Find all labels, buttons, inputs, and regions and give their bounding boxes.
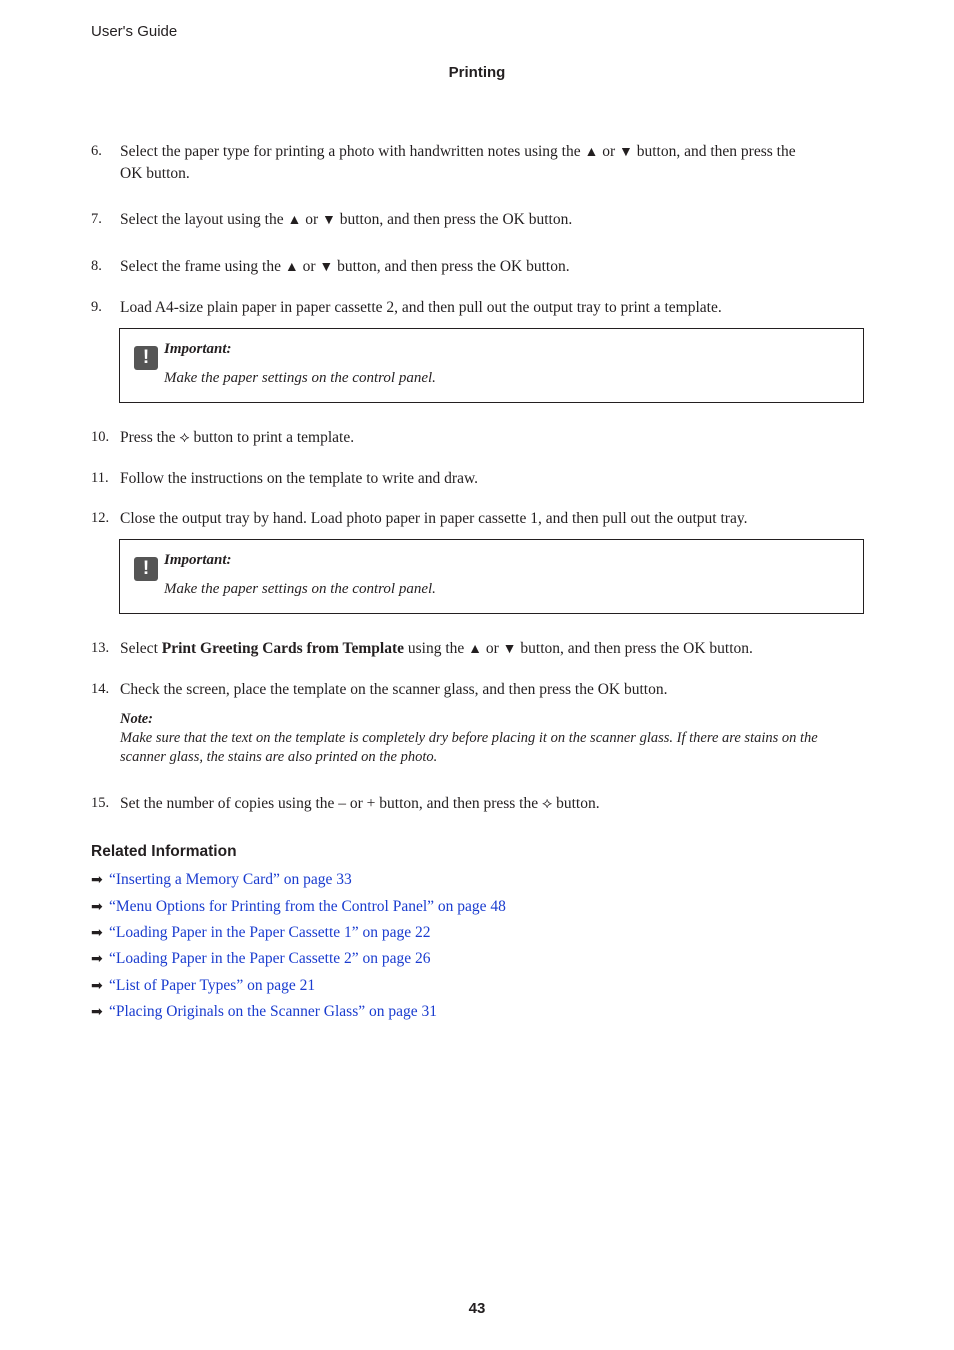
- step-number: 15.: [91, 795, 110, 811]
- up-arrow-icon: ▲: [284, 260, 299, 275]
- important-box: [119, 539, 864, 614]
- running-header-guide: User's Guide: [91, 23, 178, 40]
- down-arrow-icon: ▼: [319, 260, 334, 275]
- important-text: Make the paper settings on the control panel.: [164, 370, 436, 386]
- step-text: Follow the instructions on the template to write and draw.: [120, 470, 479, 487]
- running-header-section: Printing: [448, 64, 506, 81]
- step-number: 6.: [91, 143, 102, 159]
- related-link-text[interactable]: “Inserting a Memory Card” on page 33: [109, 871, 352, 888]
- step-13: [91, 638, 863, 660]
- step-text: Select the frame using the: [120, 258, 281, 275]
- step-text: Select the layout using the: [120, 211, 284, 228]
- related-link-text[interactable]: “Loading Paper in the Paper Cassette 1” on page 22: [109, 924, 431, 941]
- related-link-text[interactable]: “Loading Paper in the Paper Cassette 2” on page 26: [109, 950, 431, 967]
- step-text: button, and then press the: [636, 143, 796, 160]
- step-number: 13.: [91, 640, 110, 656]
- step-14: [91, 679, 863, 700]
- step-text: or: [485, 640, 499, 657]
- step-text: button, and then press the OK button.: [337, 258, 570, 275]
- step-6: [91, 141, 863, 184]
- arrow-right-icon: ➡: [91, 1004, 103, 1020]
- down-arrow-icon: ▼: [321, 213, 336, 228]
- down-arrow-icon: ▼: [619, 145, 633, 160]
- menu-item-name: Print Greeting Cards from Template: [161, 640, 404, 657]
- step-text: Load A4-size plain paper in paper cassette 2, and then pull out the output tray to print a template.: [120, 299, 722, 316]
- step-number: 14.: [91, 681, 110, 697]
- arrow-right-icon: ➡: [91, 951, 103, 967]
- step-text: Set the number of copies using the – or + button, and then press the: [120, 795, 539, 812]
- step-text: button.: [556, 795, 600, 812]
- step-text: or: [602, 143, 616, 160]
- step-text: Close the output tray by hand. Load photo paper in paper cassette 1, and then pull out the output tray.: [120, 510, 748, 527]
- related-link[interactable]: [91, 976, 315, 996]
- note-text: Make sure that the text on the template is completely dry before placing it on the scanner glass. If there are stains on the scanner glass, the stains are also printed on the photo.: [120, 730, 818, 765]
- step-12: [91, 508, 863, 529]
- start-button-icon: ⟡: [179, 428, 190, 446]
- arrow-right-icon: ➡: [91, 978, 103, 994]
- step-text: button to print a template.: [193, 429, 355, 446]
- important-icon: !: [134, 346, 158, 370]
- related-link[interactable]: [91, 1002, 437, 1022]
- arrow-right-icon: ➡: [91, 925, 103, 941]
- step-text: Check the screen, place the template on the scanner glass, and then press the OK button.: [120, 681, 668, 698]
- down-arrow-icon: ▼: [502, 642, 517, 657]
- page-number: 43: [468, 1300, 486, 1317]
- step-number: 11.: [91, 470, 109, 486]
- note-title: Note:: [120, 711, 154, 727]
- related-link[interactable]: [91, 949, 431, 969]
- step-number: 9.: [91, 299, 102, 315]
- important-box: [119, 328, 864, 403]
- related-link-text[interactable]: “Placing Originals on the Scanner Glass” on page 31: [109, 1003, 437, 1020]
- related-link[interactable]: [91, 897, 506, 917]
- arrow-right-icon: ➡: [91, 872, 103, 888]
- step-text: Select the paper type for printing a photo with handwritten notes using the: [120, 143, 581, 160]
- step-8: [91, 256, 863, 278]
- step-7: [91, 209, 863, 231]
- related-link[interactable]: [91, 870, 352, 890]
- important-title: Important:: [164, 341, 232, 357]
- step-15: [91, 793, 863, 814]
- important-text: Make the paper settings on the control panel.: [164, 581, 436, 597]
- arrow-right-icon: ➡: [91, 899, 103, 915]
- step-text: Press the: [120, 429, 176, 446]
- step-11: [91, 468, 863, 489]
- up-arrow-icon: ▲: [287, 213, 302, 228]
- step-number: 12.: [91, 510, 110, 526]
- step-number: 10.: [91, 429, 110, 445]
- important-icon: !: [134, 557, 158, 581]
- up-arrow-icon: ▲: [468, 642, 482, 657]
- note-block: [120, 710, 864, 767]
- step-text: or: [302, 258, 316, 275]
- important-title: Important:: [164, 552, 232, 568]
- step-text: or: [305, 211, 319, 228]
- step-text: button, and then press the OK button.: [520, 640, 753, 657]
- step-9: [91, 297, 863, 318]
- related-link[interactable]: [91, 923, 431, 943]
- step-number: 8.: [91, 258, 102, 274]
- step-text: button, and then press the OK button.: [339, 211, 573, 228]
- related-information-heading: Related Information: [91, 843, 237, 860]
- related-link-text[interactable]: “Menu Options for Printing from the Control Panel” on page 48: [109, 898, 506, 915]
- step-number: 7.: [91, 211, 102, 227]
- step-10: [91, 427, 863, 448]
- up-arrow-icon: ▲: [584, 145, 599, 160]
- step-text: using the: [407, 640, 465, 657]
- related-link-text[interactable]: “List of Paper Types” on page 21: [109, 977, 316, 994]
- step-text: OK button.: [120, 165, 190, 182]
- start-button-icon: ⟡: [542, 794, 553, 812]
- step-text: Select: [120, 640, 158, 657]
